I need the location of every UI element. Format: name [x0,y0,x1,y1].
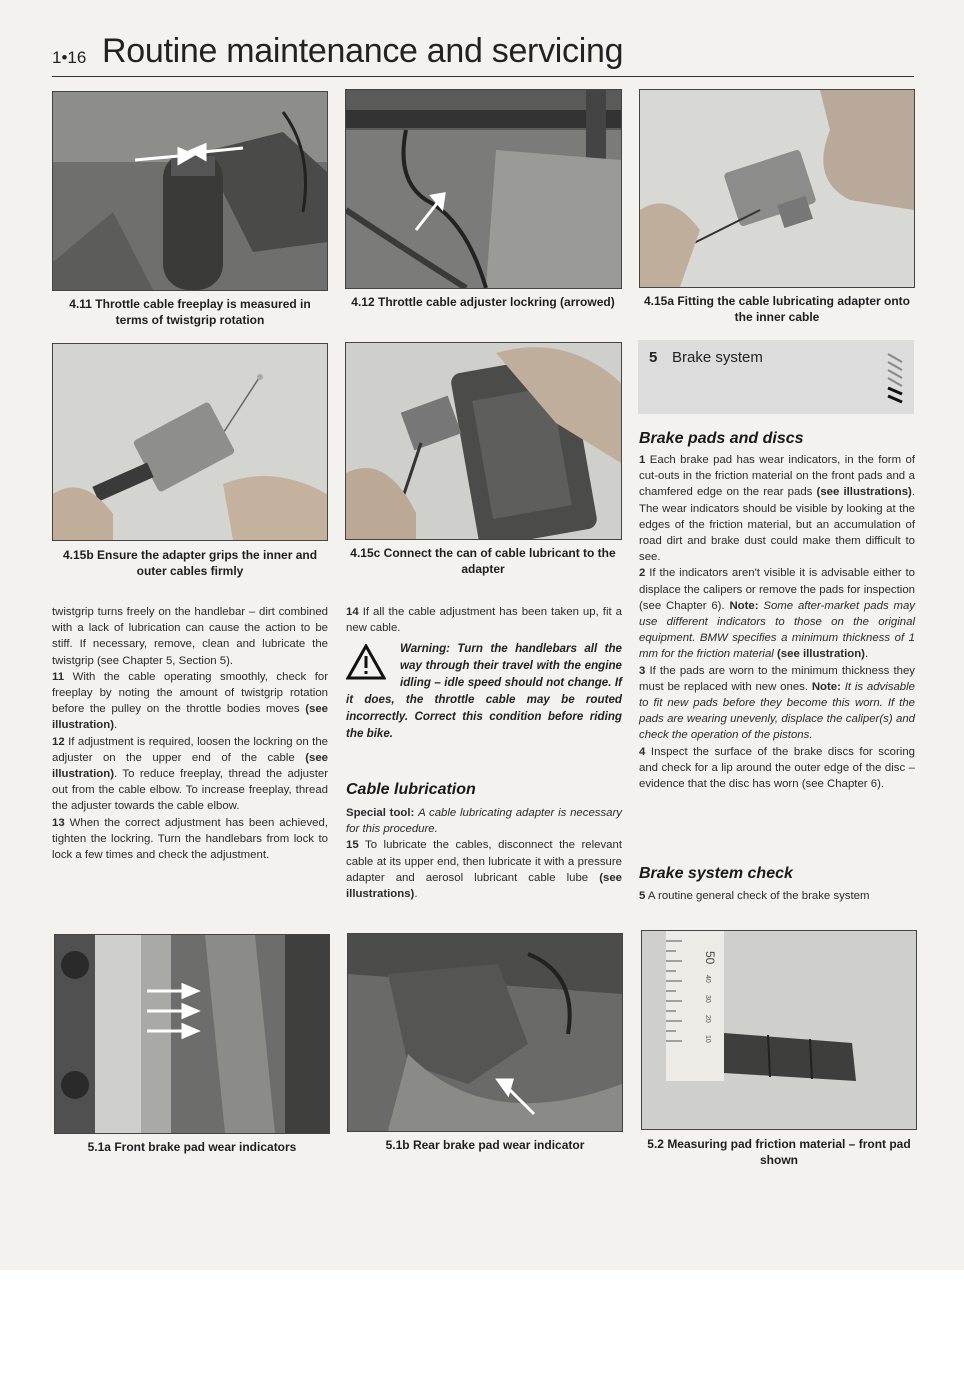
heading-brake-check: Brake system check [639,865,793,882]
warning-text: Warning: Turn the handlebars all the way through their travel with the engine idling – idle speed should not change. If it does, the throttle cable may be routed incorrectly. Correct this condition before riding the bike. [346,642,622,740]
page-header [52,30,914,77]
caption-5-1a: 5.1a Front brake pad wear indicators [87,1140,297,1154]
photo-5-2 [641,930,917,1130]
caption-4-11: 4.11 Throttle cable freeplay is measured in terms of twistgrip rotation [69,297,311,327]
col3-text-upper: 1 Each brake pad has wear indicators, in the form of cut-outs in the friction material on the front pads and a chamfered edge on the rear pads (see illustrations). The wear indicators should be visible by looking at the edges of the friction material, but an accumulation of road dirt and brake dust could make them difficult to see. 2 If the indicators aren't visible it is advisable either to displace the calipers or remove the pads for inspection (see Chapter 6). Note: Some after-market pads may use different indicators to those on the original equipment. BMW specifies a minimum thickness of 1 mm for the friction material (see illustration). 3 If the pads are worn to the minimum thickness they must be replaced with new ones. Note: It is advisable to fit new pads before they become this worn. If the pads are wearing unevenly, displace the caliper(s) and check the operation of the pistons. 4 Inspect the surface of the brake discs for scoring and check for a lip around the outer edge of the disc – evidence that the disc has worn (see Chapter 6). [639,454,915,791]
col2-text-top: 14 If all the cable adjustment has been taken up, fit a new cable. [346,606,622,635]
photo-5-1a [54,934,330,1134]
page-number: 1•16 [52,48,87,67]
page-title: Routine maintenance and servicing [102,32,624,70]
photo-4-15a [639,89,915,288]
section-title: Brake system [672,349,763,366]
photo-4-12 [345,89,622,289]
ruler-label-20: 20 [704,1015,711,1023]
ruler-label-40: 40 [704,975,711,983]
caption-4-15b: 4.15b Ensure the adapter grips the inner and outer cables firmly [62,548,318,578]
section-number: 5 [649,349,658,366]
caption-4-12: 4.12 Throttle cable adjuster lockring (arrowed) [351,295,615,309]
difficulty-spanner-icon [884,348,908,408]
caption-5-2: 5.2 Measuring pad friction material – front pad shown [647,1137,911,1167]
col2-text-bottom: Special tool: A cable lubricating adapter is necessary for this procedure. 15 To lubricate the cables, disconnect the relevant cable at its upper end, then lubricate it with a pressure adapter and aerosol lubricant cable lube (see illustrations). [346,807,622,901]
ruler-label-50: 50 [703,951,717,965]
caption-4-15c: 4.15c Connect the can of cable lubricant to the adapter [350,546,616,576]
ruler-label-10: 10 [704,1035,711,1043]
ruler-label-30: 30 [704,995,711,1003]
photo-4-11 [52,91,328,291]
heading-cable-lubrication: Cable lubrication [346,781,476,798]
warning-block [346,640,622,742]
photo-4-15c [345,342,622,540]
photo-4-15b [52,343,328,541]
heading-brake-pads: Brake pads and discs [639,430,804,447]
caption-4-15a: 4.15a Fitting the cable lubricating adapter onto the inner cable [643,294,911,324]
col3-text-lower: 5 A routine general check of the brake system [639,890,870,902]
section-banner [638,340,914,414]
caption-5-1b: 5.1b Rear brake pad wear indicator [385,1138,585,1152]
col1-text: twistgrip turns freely on the handlebar – dirt combined with a lack of lubrication can cause the action to be stiff. If necessary, remove, clean and lubricate the twistgrip (see Chapter 5, Section 5). 11 With the cable operating smoothly, check for freeplay by noting the amount of twistgrip rotation before the pulley on the throttle bodies moves (see illustration). 12 If adjustment is required, loosen the lockring on the adjuster on the upper end of the cable (see illustration). To reduce freeplay, thread the adjuster out from the cable elbow. To increase freeplay, thread the adjuster towards the cable elbow. 13 When the correct adjustment has been achieved, tighten the lockring. Turn the handlebars from lock to lock a few times and check the adjustment. [52,606,329,862]
photo-5-1b [347,933,623,1132]
warning-triangle-icon [346,644,386,680]
